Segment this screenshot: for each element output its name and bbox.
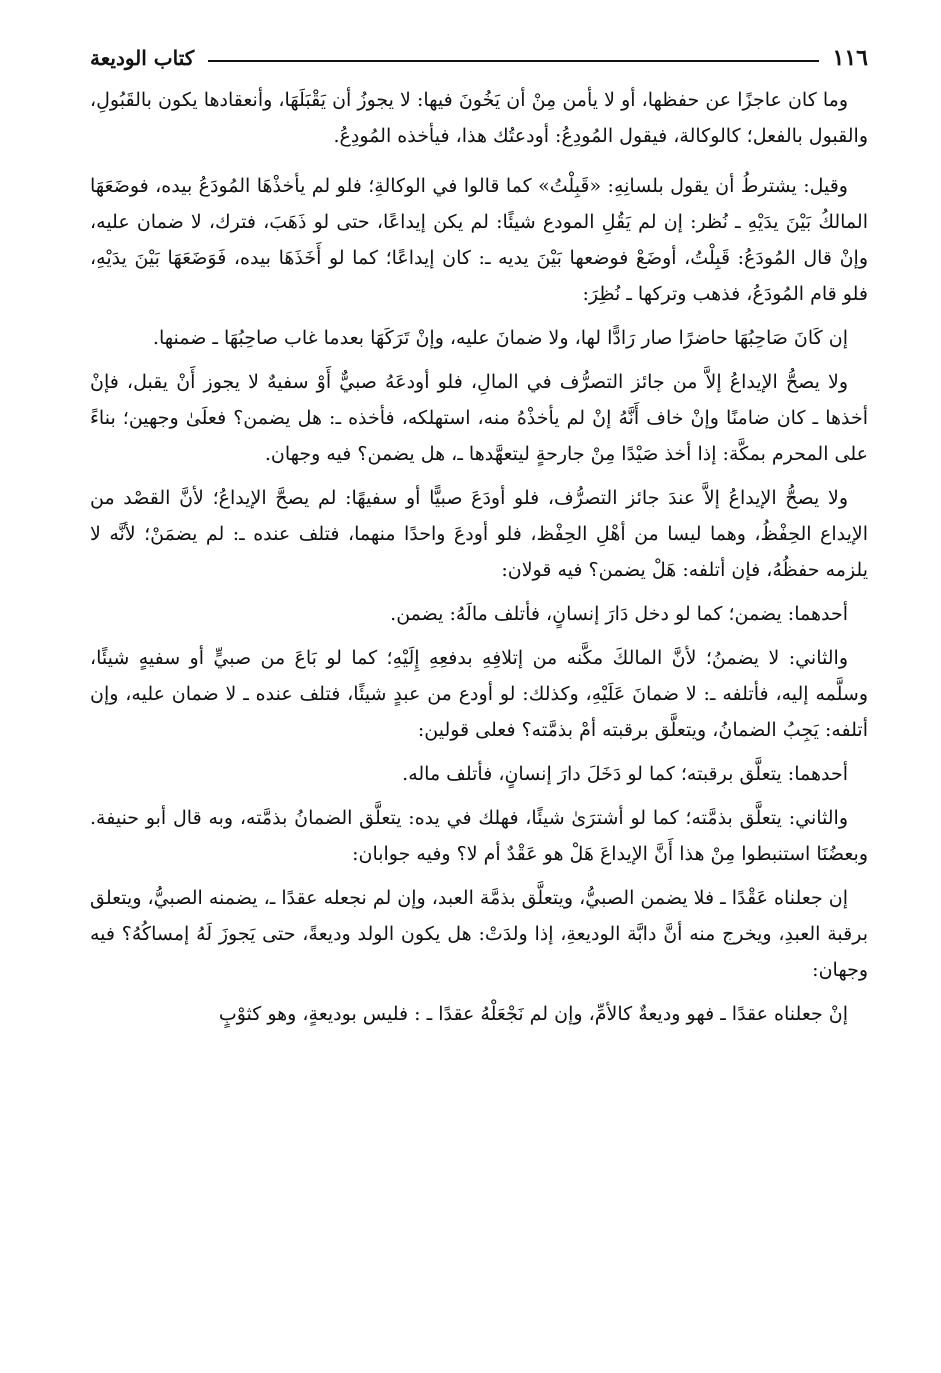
document-page xyxy=(90,38,868,1040)
paragraph: أحدهما: يتعلَّق برقبته؛ كما لو دَخَلَ دارَ إنسانٍ، فأتلف ماله. xyxy=(402,763,848,785)
paragraph: أحدهما: يضمن؛ كما لو دخل دَارَ إنسانٍ، فأتلف مالَهُ: يضمن. xyxy=(390,603,848,625)
book-title: كتاب الوديعة xyxy=(90,46,195,70)
paragraph: والثاني: لا يضمنُ؛ لأنَّ المالكَ مكَّنه من إتلافِهِ بدفعِهِ إِلَيْهِ؛ كما لو بَاعَ من صبيٍّ أو سفيهٍ شيئًا، وسلَّمه إليه، فأتلفه ـ: لا ضمانَ عَلَيْهِ، وكذلك: لو أودع من عبدٍ شيئًا، فتلف عنده ـ لا ضمان عليه، وإن أتلفه: يَجِبُ الضمانُ، ويتعلَّق برقبته أمْ بذمَّته؟ فعلى قولين: xyxy=(90,647,868,741)
header-rule xyxy=(208,60,818,62)
paragraph: وما كان عاجزًا عن حفظها، أو لا يأمن مِنْ أن يَخُونَ فيها: لا يجوزُ أن يَقْبَلَهَا، وأنعقادها يكون بالقَبُولِ، والقبول بالفعل؛ كالوكالة، فيقول المُودِعُ: أودعتُك هذا، فيأخذه المُودِعُ. xyxy=(90,89,868,147)
page-body xyxy=(90,82,868,1032)
paragraph: إن جعلناه عَقْدًا ـ فلا يضمن الصبيُّ، ويتعلَّق بذمَّة العبد، وإن لم نجعله عقدًا ـ، يضمنه الصبيُّ، ويتعلق برقبة العبدِ، ويخرج منه أنَّ دابَّة الوديعةِ، إذا ولدَتْ: هل يكون الولد وديعةً، حتى يَجوزَ لَهُ إمساكُهُ؟ فيه وجهان: xyxy=(90,887,868,981)
paragraph: ولا يصحُّ الإيداعُ إلاَّ عندَ جائز التصرُّف، فلو أودَعَ صبيًّا أو سفيهًا: لم يصحَّ الإيداعُ؛ لأنَّ القصْد من الإيداع الحِفْظُ، وهما ليسا من أهْلِ الحِفْظ، فلو أودعَ واحدًا منهما، فتلف عنده ـ: لم يضمَنْ؛ لأنَّه لا يلزمه حفظُهُ، فإن أتلفه: هَلْ يضمن؟ فيه قولان: xyxy=(90,487,868,581)
paragraph: والثاني: يتعلَّق بذمَّته؛ كما لو أشترَىٰ شيئًا، فهلك في يده: يتعلَّق الضمانُ بذمَّته، وبه قال أبو حنيفة. وبعضُنَا استنبطوا مِنْ هذا أَنَّ الإيداعَ هَلْ هو عَقْدٌ أم لا؟ وفيه جوابان: xyxy=(90,807,868,865)
paragraph: إنْ جعلناه عقدًا ـ فهو وديعةٌ كالأمِّ، وإن لم نَجْعَلْهُ عقدًا ـ : فليس بوديعةٍ، وهو كثوْبٍ xyxy=(218,1003,848,1025)
paragraph: وقيل: يشترطُ أن يقول بلسانِهِ: «قَبِلْتُ» كما قالوا في الوكالةِ؛ فلو لم يأخذْهَا المُودَعُ بيده، فوضَعَهَا المالكُ بَيْنَ يدَيْهِ ـ نُظر: إن لم يَقُلِ المودع شيئًا: لم يكن إيداعًا، حتى لو ذَهَبَ، فترك، لا ضمان عليه، وإنْ قال المُودَعُ: قَبِلْتُ، أوضَعْ فوضعها بَيْنَ يديه ـ: كان إيداعًا؛ كما لو أَخَذَهَا بيده، فَوَضَعَهَا بَيْنَ يدَيْهِ، فلو قام المُودَعُ، فذهب وتركها ـ نُظِرَ: xyxy=(90,175,868,305)
paragraph: إن كَانَ صَاحِبُهَا حاضرًا صار رَادًّا لها، ولا ضمانَ عليه، وإنْ تَرَكَهَا بعدما غاب صاحِبُهَا ـ ضمنها. xyxy=(152,327,848,349)
page-header xyxy=(90,38,868,78)
page-number: ١١٦ xyxy=(832,45,868,71)
paragraph: ولا يصحُّ الإيداعُ إلاَّ من جائز التصرُّف في المالِ، فلو أودعَهُ صبيٌّ أَوْ سفيهٌ لا يجوز أَنْ يقبل، فإنْ أخذها ـ كان ضامنًا وإنْ خاف أَنَّهُ إنْ لم يأخذْهُ منه، استهلكه، فأخذه ـ: هل يضمن؟ فعلَىٰ وجهين؛ بناءً على المحرم بمكَّة: إذا أخذ صَيْدًا مِنْ جارحةٍ ليتعهَّدها ـ، هل يضمن؟ فيه وجهان. xyxy=(90,371,868,465)
